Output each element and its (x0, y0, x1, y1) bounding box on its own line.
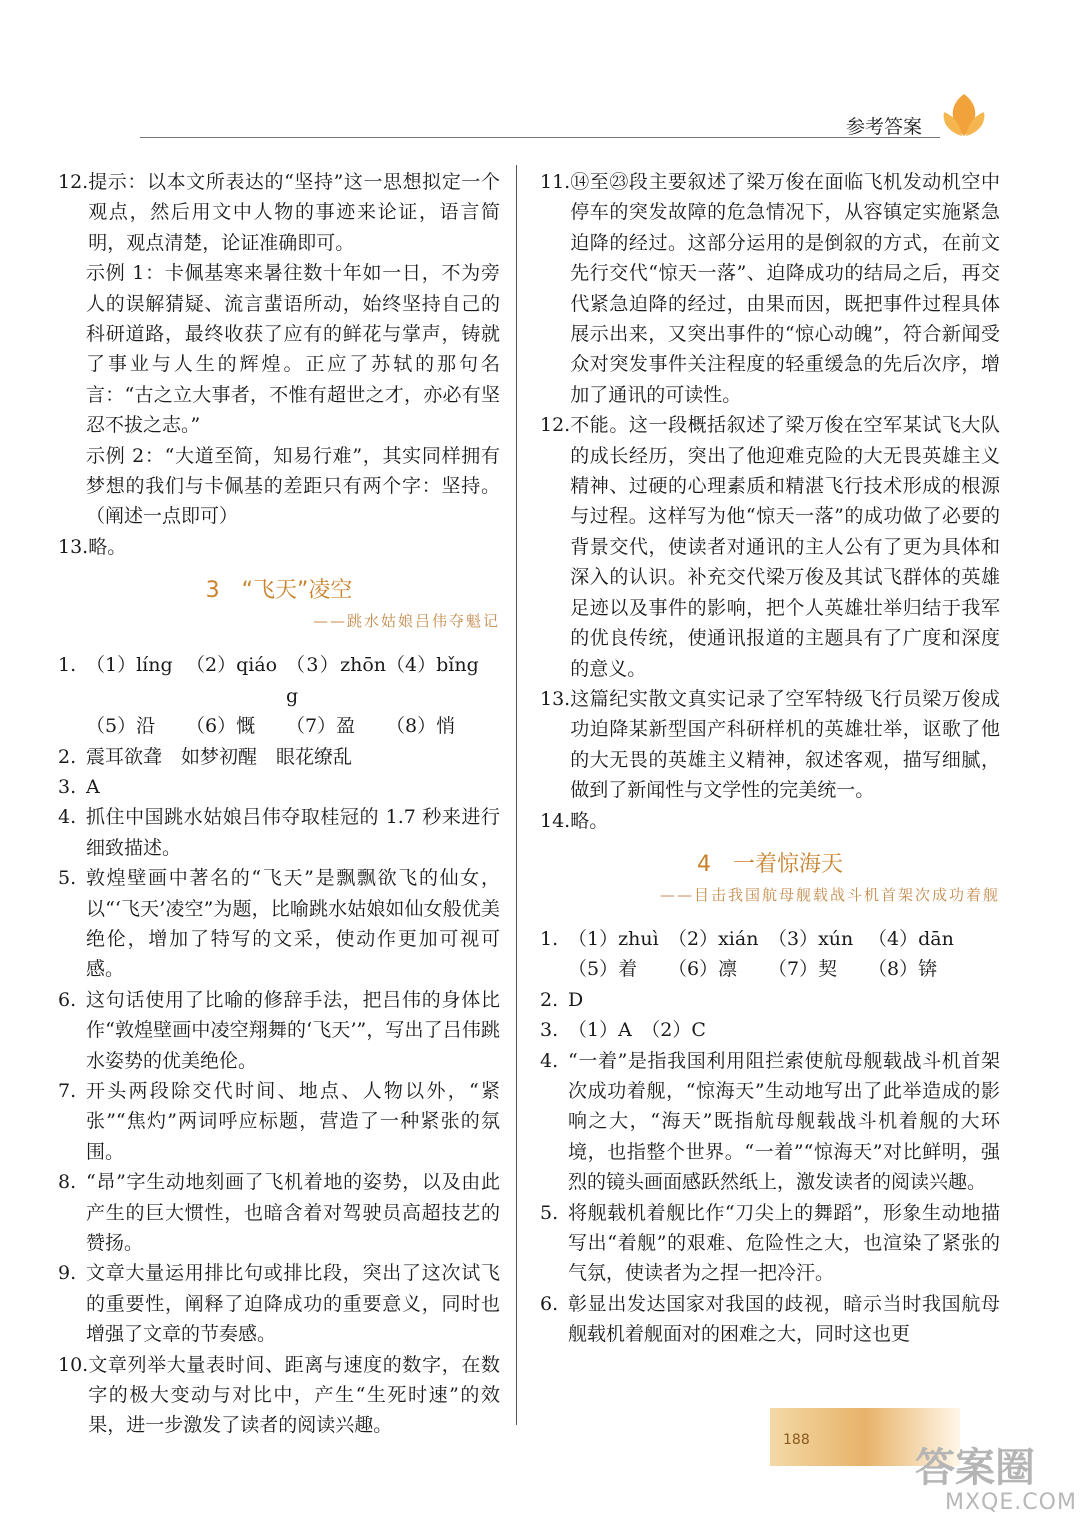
item-text: 不能。这一段概括叙述了梁万俊在空军某试飞大队的成长经历，突出了他迎难克险的大无畏英雄主义精神、过硬的心理素质和精湛飞行技术形成的根源与过程。这样写为他“惊天一落”的成功做了必要的背景交代，使读者对通讯的主人公有了更为具体和深入的认识。补充交代梁万俊及其试飞群体的英雄足迹以及事件的影响，把个人英雄壮举归结于我军的优良传统，使通讯报道的主题具有了广度和深度的意义。 (570, 414, 1000, 680)
item-number: 2. (58, 745, 77, 768)
answer-item (540, 1198, 1000, 1289)
pinyin-item (58, 650, 500, 741)
item-number: 12. (540, 414, 571, 437)
section-title: 3 “飞天”凌空 (205, 578, 353, 604)
pinyin-grid (568, 924, 1000, 985)
header-rule (140, 137, 940, 138)
section-title: 4 一着惊海天 (697, 851, 843, 877)
item-number: 3. (540, 1019, 559, 1042)
answer-item (58, 1076, 500, 1167)
pinyin-row (568, 954, 1000, 984)
header-label: 参考答案 (846, 116, 923, 138)
pinyin-row (568, 924, 1000, 954)
answer-item (540, 1015, 1000, 1045)
answer-item (540, 806, 1000, 836)
item-number: 3. (58, 775, 77, 798)
section-subtitle: ——目击我国航母舰载战斗机首架次成功着舰 (659, 885, 1000, 904)
item-text: 彰显出发达国家对我国的歧视，暗示当时我国航母舰载机着舰面对的困难之大，同时这也更 (568, 1292, 1000, 1346)
item-number: 1. (58, 654, 77, 677)
item-text: 这篇纪实散文真实记录了空军特级飞行员梁万俊成功迫降某新型国产科研样机的英雄壮举，讴歌了他的大无畏的英雄主义精神，叙述客观，描写细腻，做到了新闻性与文学性的完美统一。 (570, 687, 1000, 802)
item-text: 开头两段除交代时间、地点、人物以外，“紧张”“焦灼”两词呼应标题，营造了一种紧张的氛围。 (86, 1079, 500, 1163)
pinyin-cell: （4）dān (868, 927, 954, 950)
answer-item (58, 985, 500, 1076)
watermark-url: MXQE.COM (945, 1490, 1077, 1515)
right-column (540, 167, 1000, 1350)
answer-item (58, 167, 500, 258)
answer-item (58, 1350, 500, 1441)
pinyin-cell: （7）契 (768, 958, 838, 981)
answer-item (58, 1167, 500, 1258)
item-number: 11. (540, 171, 571, 193)
item-text: 文章列举大量表时间、距离与速度的数字，在数字的极大变动与对比中，产生“生死时速”的效果，进一步激发了读者的阅读兴趣。 (88, 1353, 500, 1437)
page-number: 188 (783, 1432, 810, 1448)
pinyin-row (86, 711, 500, 741)
pinyin-cell: （8）悄 (386, 715, 456, 738)
pinyin-cell: （2）qiáo (186, 654, 278, 677)
item-text: 文章大量运用排比句或排比段，突出了这次试飞的重要性，阐释了迫降成功的重要意义，同时也增强了文章的节奏感。 (86, 1262, 500, 1346)
item-text: D (568, 988, 584, 1011)
pinyin-item (540, 924, 1000, 985)
pinyin-cell: （7）盈 (286, 715, 356, 738)
pinyin-cell: （6）慨 (186, 715, 256, 738)
item-text: 抓住中国跳水姑娘吕伟夺取桂冠的 1.7 秒来进行细致描述。 (86, 806, 500, 859)
answer-item (58, 742, 500, 772)
item-text: （1）A （2）C (568, 1019, 706, 1042)
item-number: 14. (540, 809, 571, 832)
answer-item (58, 532, 500, 562)
left-column (58, 167, 500, 1441)
item-text: “昂”字生动地刻画了飞机着地的姿势，以及由此产生的巨大惯性，也暗含着对驾驶员高超技艺的赞扬。 (86, 1171, 500, 1254)
item-text: 震耳欲聋 如梦初醒 眼花缭乱 (86, 745, 353, 768)
pinyin-cell: （4）bǐng (386, 654, 479, 677)
answer-item (58, 802, 500, 863)
pinyin-cell: （3）zhōng (286, 654, 386, 707)
item-number: 9. (58, 1262, 77, 1285)
pinyin-cell: （8）锛 (868, 958, 938, 981)
answer-item (540, 1289, 1000, 1350)
item-text: ⑭至㉓段主要叙述了梁万俊在面临飞机发动机空中停车的突发故障的危急情况下，从容镇定实施紧急迫降的经过。这部分运用的是倒叙的方式，在前文先行交代“惊天一落”、迫降成功的结局之后，再交代紧急迫降的经过，由果而因，既把事件过程具体展示出来，又突出事件的“惊心动魄”，符合新闻受众对突发事件关注程度的轻重缓急的先后次序，增加了通讯的可读性。 (570, 171, 1000, 406)
item-number: 7. (58, 1079, 77, 1102)
answer-item (540, 167, 1000, 410)
section-subtitle: ——跳水姑娘吕伟夺魁记 (312, 612, 500, 631)
item-number: 10. (58, 1353, 89, 1376)
item-text: 略。 (88, 535, 127, 558)
answer-item (540, 985, 1000, 1015)
item-text: 这句话使用了比喻的修辞手法，把吕伟的身体比作“敦煌壁画中凌空翔舞的‘飞天’”，写出了吕伟跳水姿势的优美绝伦。 (86, 988, 500, 1072)
item-text: 略。 (570, 809, 609, 832)
item-number: 13. (58, 535, 89, 558)
item-text: 将舰载机着舰比作“刀尖上的舞蹈”，形象生动地描写出“着舰”的艰难、危险性之大，也渲染了紧张的气氛，使读者为之捏一把冷汗。 (568, 1201, 1000, 1285)
item-text: A (86, 775, 100, 798)
leaf-icon (940, 92, 988, 138)
example-1: 示例 1：卡佩基寒来暑往数十年如一日，不为旁人的误解猜疑、流言蜚语所动，始终坚持自己的科研道路，最终收获了应有的鲜花与掌声，铸就了事业与人生的辉煌。正应了苏轼的那句名言：“古之立大事者，不惟有超世之才，亦必有坚忍不拔之志。” (86, 262, 500, 437)
item-number: 4. (540, 1049, 559, 1072)
item-text: 提示：以本文所表达的“坚持”这一思想拟定一个观点，然后用文中人物的事迹来论证，语言简明，观点清楚，论证准确即可。 (88, 171, 500, 254)
answer-item (540, 1046, 1000, 1198)
item-number: 13. (540, 687, 571, 710)
answer-item (58, 1258, 500, 1349)
pinyin-cell: （5）沿 (86, 715, 156, 738)
item-number: 4. (58, 806, 77, 829)
item-number: 5. (58, 867, 77, 890)
item-text: “一着”是指我国利用阻拦索使航母舰载战斗机首架次成功着舰，“惊海天”生动地写出了此举造成的影响之大，“海天”既指航母舰载战斗机着舰的大环境，也指整个世界。“一着”“惊海天”对比鲜明，强烈的镜头画面感跃然纸上，激发读者的阅读兴趣。 (568, 1049, 1000, 1194)
item-text: 敦煌壁画中著名的“飞天”是飘飘欲飞的仙女，以“‘飞天’凌空”为题，比喻跳水姑娘如仙女般优美绝伦，增加了特写的文采，使动作更加可视可感。 (86, 867, 500, 981)
item-number: 6. (540, 1292, 559, 1315)
item-number: 12. (58, 171, 89, 193)
pinyin-row (86, 650, 500, 711)
item-number: 8. (58, 1171, 77, 1194)
item-number: 6. (58, 988, 77, 1011)
answer-item (540, 684, 1000, 806)
pinyin-cell: （1）líng (86, 654, 173, 677)
answer-item (58, 863, 500, 985)
watermark: 答案圈 (915, 1445, 1035, 1491)
item-number: 5. (540, 1201, 559, 1224)
answer-item (58, 772, 500, 802)
pinyin-cell: （2）xián (668, 927, 759, 950)
item-number: 2. (540, 988, 559, 1011)
pinyin-cell: （3）xún (768, 927, 854, 950)
column-divider (516, 165, 517, 1425)
pinyin-cell: （5）着 (568, 958, 638, 981)
pinyin-grid (86, 650, 500, 741)
example-2: 示例 2：“大道至简，知易行难”，其实同样拥有梦想的我们与卡佩基的差距只有两个字：坚持。（阐述一点即可） (86, 444, 500, 528)
answer-item (540, 410, 1000, 684)
pinyin-cell: （1）zhuì (568, 927, 659, 950)
pinyin-cell: （6）凛 (668, 958, 738, 981)
item-number: 1. (540, 927, 559, 950)
